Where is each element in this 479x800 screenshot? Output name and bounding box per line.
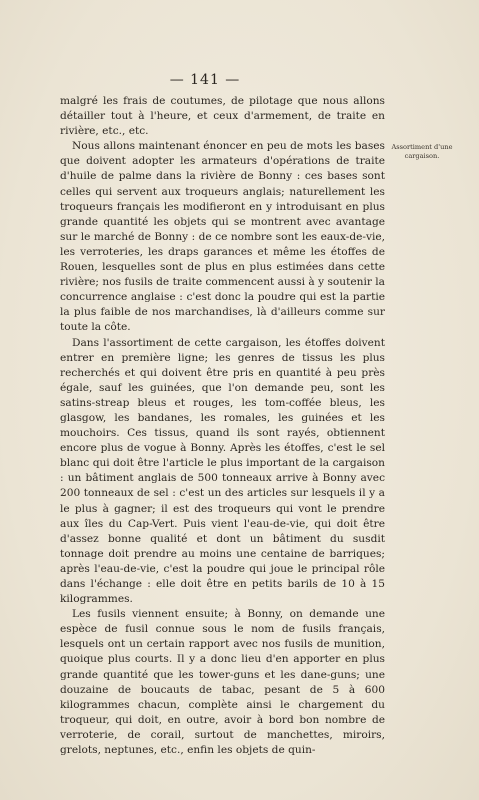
- paragraph-4: Les fusils viennent ensuite; à Bonny, on demande une espèce de fusil connue sous le nom de fusils français, lesquels ont un certain rapport avec nos fusils de munition, quoique plus courts. Il y a donc lieu d'en apporter en plus grande quantité que les tower-guns et les dane-guns; une douzaine de boucauts de tabac, pesant de 5 à 600 kilogrammes chacun, complète ainsi le chargement du troqueur, qui doit, en outre, avoir à bord bon nombre de verroterie, de corail, surtout de manchettes, miroirs, grelots, neptunes, etc., enfin les objets de quin-: [60, 608, 385, 757]
- paragraph-2: Nous allons maintenant énoncer en peu de mots les bases que doivent adopter les armateurs d'opérations de traite d'huile de palme dans la rivière de Bonny : ces bases sont celles qui servent aux troqueurs anglais; naturellement les troqueurs français les modifieront en y introduisant en plus grande quantité les objets qui se montrent avec avantage sur le marché de Bonny : de ce nombre sont les eaux-de-vie, les verroteries, les draps garances et même les étoffes de Rouen, lesquelles sont de plus en plus estimées dans cette rivière; nos fusils de traite commencent aussi à y soutenir la concurrence anglaise : c'est donc la poudre qui est la partie la plus faible de nos marchandises, là d'ailleurs comme sur toute la côte.: [60, 140, 385, 334]
- paragraph-3: Dans l'assortiment de cette cargaison, les étoffes doivent entrer en première ligne; les genres de tissus les plus recherchés et qui doivent être pris en quantité à peu près égale, sauf les guinées, que l'on demande peu, sont les satins-streap bleus et rouges, les tom-coffée bleus, les glasgow, les bandanes, les romales, les guinées et les mouchoirs. Ces tissus, quand ils sont rayés, obtiennent encore plus de vogue à Bonny. Après les étoffes, c'est le sel blanc qui doit être l'article le plus important de la cargaison : un bâtiment anglais de 500 tonneaux arrive à Bonny avec 200 tonneaux de sel : c'est un des articles sur lesquels il y a le plus à gagner; il est des troqueurs qui vont le prendre aux îles du Cap-Vert. Puis vient l'eau-de-vie, qui doit être d'assez bonne qualité et dont un bâtiment du susdit tonnage doit prendre au moins une centaine de barriques; après l'eau-de-vie, c'est la poudre qui joue le principal rôle dans l'échange : elle doit être en petits barils de 10 à 15 kilogrammes.: [60, 336, 385, 606]
- body-text: [60, 94, 385, 758]
- margin-note: Assortiment d'une cargaison.: [391, 143, 453, 160]
- page-number: — 141 —: [169, 72, 241, 88]
- paragraph-1: malgré les frais de coutumes, de pilotage que nous allons détailler tout à l'heure, et ceux d'armement, de traite en rivière, etc., etc.: [60, 95, 385, 138]
